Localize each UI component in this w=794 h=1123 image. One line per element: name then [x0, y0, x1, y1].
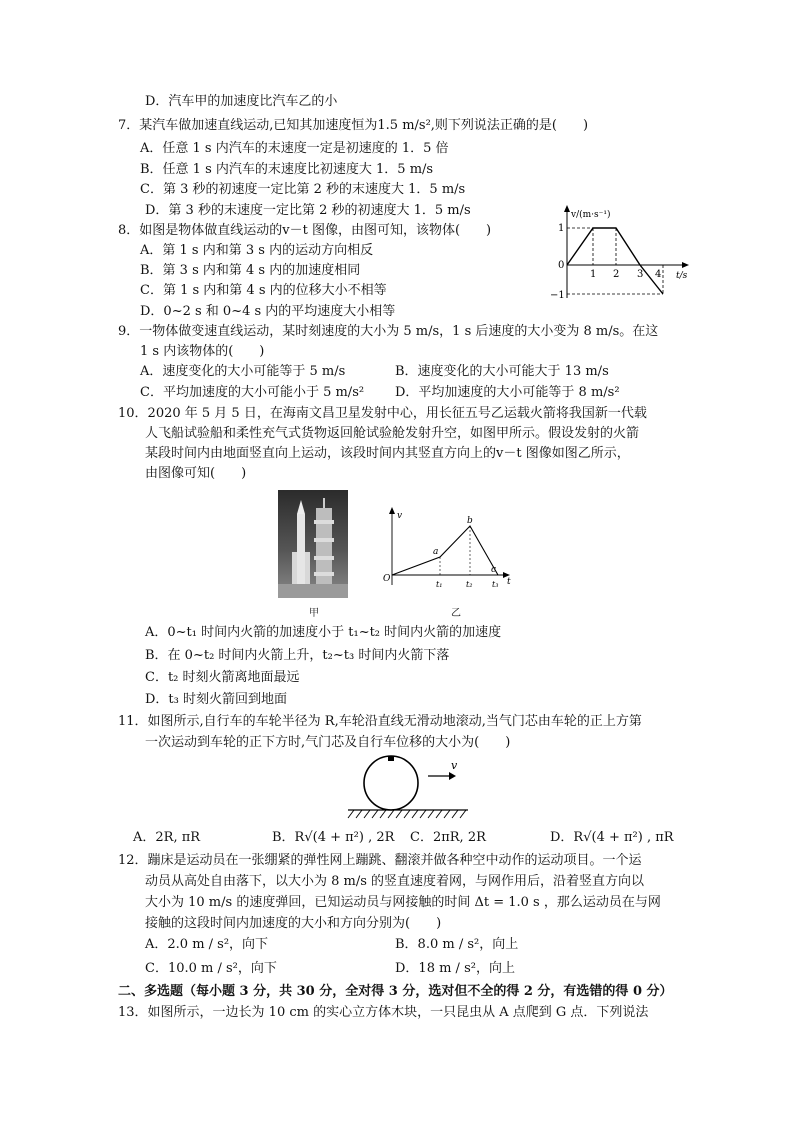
q11-option-d: D．R√(4 + π²) , πR — [550, 830, 674, 845]
q8-vt-graph — [545, 200, 705, 305]
q8-option-d: D．0~2 s 和 0~4 s 内的平均速度大小相等 — [140, 304, 396, 319]
q7-option-b: B．任意 1 s 内汽车的末速度比初速度大 1．5 m/s — [140, 162, 434, 177]
q7-stem: 7．某汽车做加速直线运动,已知其加速度恒为1.5 m/s²,则下列说法正确的是( ) — [118, 118, 589, 133]
q9-option-a: A．速度变化的大小可能等于 5 m/s — [140, 364, 346, 379]
q12-option-c: C．10.0 m / s²，向下 — [145, 961, 277, 976]
svg-text:v: v — [397, 511, 403, 521]
q10-option-d: D．t₃ 时刻火箭回到地面 — [145, 692, 287, 707]
svg-text:t₃: t₃ — [492, 580, 499, 589]
q12-option-a: A．2.0 m / s²，向下 — [145, 937, 269, 952]
q10-stem-line3: 某段时间内由地面竖直向上运动，该段时间内其竖直方向上的v－t 图像如图乙所示， — [145, 446, 630, 461]
svg-text:1: 1 — [590, 269, 597, 280]
q11-stem-line1: 11．如图所示,自行车的车轮半径为 R,车轮沿直线无滑动地滚动,当气门芯由车轮的正上方第 — [118, 714, 642, 729]
svg-text:4: 4 — [655, 269, 662, 280]
svg-text:2: 2 — [613, 269, 620, 280]
svg-text:1: 1 — [558, 223, 565, 234]
q8-y-axis-label: v/(m·s⁻¹) — [571, 210, 611, 220]
svg-text:t₂: t₂ — [466, 580, 473, 589]
q10-stem-line2: 人飞船试验船和柔性充气式货物返回舱试验舱发射升空，如图甲所示。假设发射的火箭 — [145, 426, 640, 441]
q11-option-b: B．R√(4 + π²) , 2R — [272, 830, 395, 845]
q10-vt-graph — [378, 505, 520, 595]
q8-option-b: B．第 3 s 内和第 4 s 内的加速度相同 — [140, 263, 361, 278]
q10-option-c: C．t₂ 时刻火箭离地面最远 — [145, 670, 300, 685]
q7-option-d: D．第 3 秒的末速度一定比第 2 秒的初速度大 1．5 m/s — [145, 203, 471, 218]
svg-text:t: t — [507, 577, 511, 587]
q12-stem-line3: 大小为 10 m/s 的速度弹回，已知运动员与网接触的时间 Δt = 1.0 s ，那么运动员在与网 — [145, 895, 661, 910]
q12-option-b: B．8.0 m / s²，向上 — [395, 937, 519, 952]
caption-yi: 乙 — [451, 608, 461, 619]
section-heading-multiple-choice: 二、多选题（每小题 3 分，共 30 分，全对得 3 分，选对但不全的得 2 分，有选错的得 0 分） — [118, 984, 673, 999]
svg-text:0: 0 — [558, 260, 565, 271]
ground-hatching — [348, 810, 466, 818]
q9-stem-line1: 9．一物体做变速直线运动，某时刻速度的大小为 5 m/s，1 s 后速度的大小变为 8 m/s。在这 — [118, 324, 659, 339]
q12-stem-line1: 12．蹦床是运动员在一张绷紧的弹性网上蹦跳、翻滚并做各种空中动作的运动项目。一个运 — [118, 853, 642, 868]
q11-stem-line2: 一次运动到车轮的正下方时,气门芯及自行车位移的大小为( ) — [145, 735, 511, 750]
svg-text:b: b — [467, 516, 473, 526]
q9-option-b: B．速度变化的大小可能大于 13 m/s — [395, 364, 609, 379]
svg-text:a: a — [433, 547, 439, 557]
q7-option-a: A．任意 1 s 内汽车的末速度一定是初速度的 1．5 倍 — [140, 141, 449, 156]
bicycle-wheel-figure — [340, 752, 490, 822]
arrow-right-icon — [449, 772, 456, 780]
svg-text:c: c — [491, 565, 497, 575]
q12-stem-line4: 接触的这段时间内加速度的大小和方向分别为( ) — [145, 916, 442, 931]
rocket-launch-photo — [278, 490, 348, 598]
valve-core — [388, 756, 394, 761]
q10-velocity-line — [392, 526, 498, 575]
q11-option-a: A．2R, πR — [133, 830, 201, 845]
q10-stem-line1: 10．2020 年 5 月 5 日，在海南文昌卫星发射中心，用长征五号乙运载火箭将我国新一代载 — [118, 406, 647, 421]
q12-option-d: D．18 m / s²，向上 — [395, 961, 515, 976]
q8-option-c: C．第 1 s 内和第 4 s 内的位移大小不相等 — [140, 283, 387, 298]
q8-x-axis-label: t/s — [676, 271, 688, 281]
q13-stem: 13．如图所示，一边长为 10 cm 的实心立方体木块，一只昆虫从 A 点爬到 G 点．下列说法 — [118, 1005, 649, 1020]
svg-text:t₁: t₁ — [436, 580, 443, 589]
q11-option-c: C．2πR, 2R — [410, 830, 486, 845]
q12-stem-line2: 动员从高处自由落下，以大小为 8 m/s 的竖直速度着网，与网作用后，沿着竖直方向以 — [145, 874, 645, 889]
svg-text:−1: −1 — [550, 290, 565, 301]
svg-text:v: v — [451, 759, 458, 772]
q9-option-d: D．平均加速度的大小可能等于 8 m/s² — [395, 385, 620, 400]
caption-jia: 甲 — [309, 608, 319, 619]
wheel-circle — [364, 756, 418, 810]
q9-option-c: C．平均加速度的大小可能小于 5 m/s² — [140, 385, 365, 400]
q10-stem-line4: 由图像可知( ) — [145, 466, 247, 481]
q8-stem: 8．如图是物体做直线运动的v－t 图像，由图可知，该物体( ) — [118, 223, 492, 238]
svg-text:3: 3 — [637, 269, 644, 280]
q9-stem-line2: 1 s 内该物体的( ) — [140, 344, 265, 359]
q10-option-a: A．0~t₁ 时间内火箭的加速度小于 t₁~t₂ 时间内火箭的加速度 — [145, 625, 502, 640]
q10-option-b: B．在 0~t₂ 时间内火箭上升，t₂~t₃ 时间内火箭下落 — [145, 648, 450, 663]
q6-option-d: D．汽车甲的加速度比汽车乙的小 — [145, 94, 338, 109]
q8-option-a: A．第 1 s 内和第 3 s 内的运动方向相反 — [140, 243, 374, 258]
svg-text:O: O — [383, 574, 391, 584]
q8-velocity-line — [567, 228, 663, 294]
q7-option-c: C．第 3 秒的初速度一定比第 2 秒的末速度大 1．5 m/s — [140, 182, 466, 197]
